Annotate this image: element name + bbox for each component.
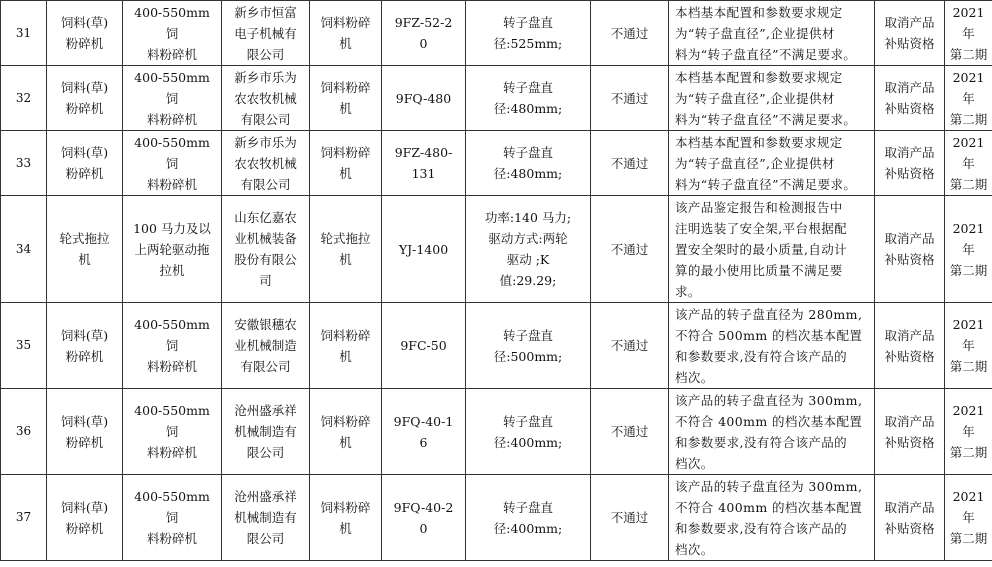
review-result: 不通过 — [591, 303, 669, 389]
machine-category: 饲料(草) 粉碎机 — [47, 303, 123, 389]
period: 2021 年 第二期 — [945, 66, 992, 131]
spec-parameters: 转子盘直 径:400mm; — [466, 475, 591, 561]
grade-name: 400-550mm 饲 料粉碎机 — [123, 475, 222, 561]
review-result: 不通过 — [591, 389, 669, 475]
machine-category: 饲料(草) 粉碎机 — [47, 389, 123, 475]
reason-note: 该产品鉴定报告和检测报告中 注明选装了安全架,平台根据配 置安全架时的最小质量,自动计 算的最小使用比质量不满足要 求。 — [669, 196, 875, 303]
period: 2021 年 第二期 — [945, 1, 992, 66]
machine-category: 饲料(草) 粉碎机 — [47, 131, 123, 196]
reason-note: 该产品的转子盘直径为 300mm, 不符合 400mm 的档次基本配置 和参数要求,没有符合该产品的 档次。 — [669, 389, 875, 475]
product-name: 饲料粉碎 机 — [310, 475, 382, 561]
row-number: 36 — [1, 389, 47, 475]
period: 2021 年 第二期 — [945, 131, 992, 196]
row-number: 37 — [1, 475, 47, 561]
handling-action: 取消产品 补贴资格 — [875, 1, 945, 66]
spec-parameters: 转子盘直 径:480mm; — [466, 131, 591, 196]
handling-action: 取消产品 补贴资格 — [875, 389, 945, 475]
handling-action: 取消产品 补贴资格 — [875, 131, 945, 196]
row-number: 32 — [1, 66, 47, 131]
handling-action: 取消产品 补贴资格 — [875, 475, 945, 561]
company-name: 新乡市乐为 农农牧机械 有限公司 — [222, 66, 310, 131]
period: 2021 年 第二期 — [945, 303, 992, 389]
review-result: 不通过 — [591, 196, 669, 303]
reason-note: 该产品的转子盘直径为 280mm, 不符合 500mm 的档次基本配置 和参数要求,没有符合该产品的 档次。 — [669, 303, 875, 389]
machine-category: 饲料(草) 粉碎机 — [47, 475, 123, 561]
row-number: 31 — [1, 1, 47, 66]
product-model: 9FQ-480 — [382, 66, 466, 131]
product-model: 9FQ-40-1 6 — [382, 389, 466, 475]
product-name: 轮式拖拉 机 — [310, 196, 382, 303]
spec-parameters: 转子盘直 径:500mm; — [466, 303, 591, 389]
company-name: 安徽银穗农 业机械制造 有限公司 — [222, 303, 310, 389]
machine-category: 饲料(草) 粉碎机 — [47, 66, 123, 131]
product-name: 饲料粉碎 机 — [310, 303, 382, 389]
machine-category: 轮式拖拉 机 — [47, 196, 123, 303]
table-row — [1, 66, 992, 131]
spec-parameters: 转子盘直 径:480mm; — [466, 66, 591, 131]
product-model: 9FC-50 — [382, 303, 466, 389]
product-name: 饲料粉碎 机 — [310, 66, 382, 131]
product-model: 9FZ-52-2 0 — [382, 1, 466, 66]
reason-note: 本档基本配置和参数要求规定 为“转子盘直径”,企业提供材 料为“转子盘直径”不满足要求。 — [669, 131, 875, 196]
grade-name: 400-550mm 饲 料粉碎机 — [123, 66, 222, 131]
grade-name: 400-550mm 饲 料粉碎机 — [123, 131, 222, 196]
reason-note: 本档基本配置和参数要求规定 为“转子盘直径”,企业提供材 料为“转子盘直径”不满足要求。 — [669, 1, 875, 66]
machine-category: 饲料(草) 粉碎机 — [47, 1, 123, 66]
table-row — [1, 131, 992, 196]
company-name: 新乡市乐为 农农牧机械 有限公司 — [222, 131, 310, 196]
handling-action: 取消产品 补贴资格 — [875, 66, 945, 131]
product-model: 9FQ-40-2 0 — [382, 475, 466, 561]
grade-name: 100 马力及以 上两轮驱动拖 拉机 — [123, 196, 222, 303]
company-name: 山东亿嘉农 业机械装备 股份有限公 司 — [222, 196, 310, 303]
reason-note: 该产品的转子盘直径为 300mm, 不符合 400mm 的档次基本配置 和参数要求,没有符合该产品的 档次。 — [669, 475, 875, 561]
handling-action: 取消产品 补贴资格 — [875, 303, 945, 389]
table-row — [1, 1, 992, 66]
review-result: 不通过 — [591, 1, 669, 66]
review-result: 不通过 — [591, 131, 669, 196]
period: 2021 年 第二期 — [945, 475, 992, 561]
table-row — [1, 303, 992, 389]
spec-parameters: 转子盘直 径:400mm; — [466, 389, 591, 475]
company-name: 沧州盛承祥 机械制造有 限公司 — [222, 389, 310, 475]
table-row — [1, 196, 992, 303]
product-name: 饲料粉碎 机 — [310, 1, 382, 66]
spec-parameters: 转子盘直 径:525mm; — [466, 1, 591, 66]
row-number: 34 — [1, 196, 47, 303]
product-model: YJ-1400 — [382, 196, 466, 303]
review-result: 不通过 — [591, 66, 669, 131]
period: 2021 年 第二期 — [945, 389, 992, 475]
period: 2021 年 第二期 — [945, 196, 992, 303]
row-number: 33 — [1, 131, 47, 196]
handling-action: 取消产品 补贴资格 — [875, 196, 945, 303]
table-row — [1, 475, 992, 561]
grade-name: 400-550mm 饲 料粉碎机 — [123, 303, 222, 389]
company-name: 新乡市恒富 电子机械有 限公司 — [222, 1, 310, 66]
spec-parameters: 功率:140 马力; 驱动方式:两轮 驱动 ;K 值:29.29; — [466, 196, 591, 303]
table-row — [1, 389, 992, 475]
row-number: 35 — [1, 303, 47, 389]
product-name: 饲料粉碎 机 — [310, 389, 382, 475]
product-name: 饲料粉碎 机 — [310, 131, 382, 196]
grade-name: 400-550mm 饲 料粉碎机 — [123, 1, 222, 66]
company-name: 沧州盛承祥 机械制造有 限公司 — [222, 475, 310, 561]
reason-note: 本档基本配置和参数要求规定 为“转子盘直径”,企业提供材 料为“转子盘直径”不满足要求。 — [669, 66, 875, 131]
review-result: 不通过 — [591, 475, 669, 561]
product-model: 9FZ-480- 131 — [382, 131, 466, 196]
grade-name: 400-550mm 饲 料粉碎机 — [123, 389, 222, 475]
